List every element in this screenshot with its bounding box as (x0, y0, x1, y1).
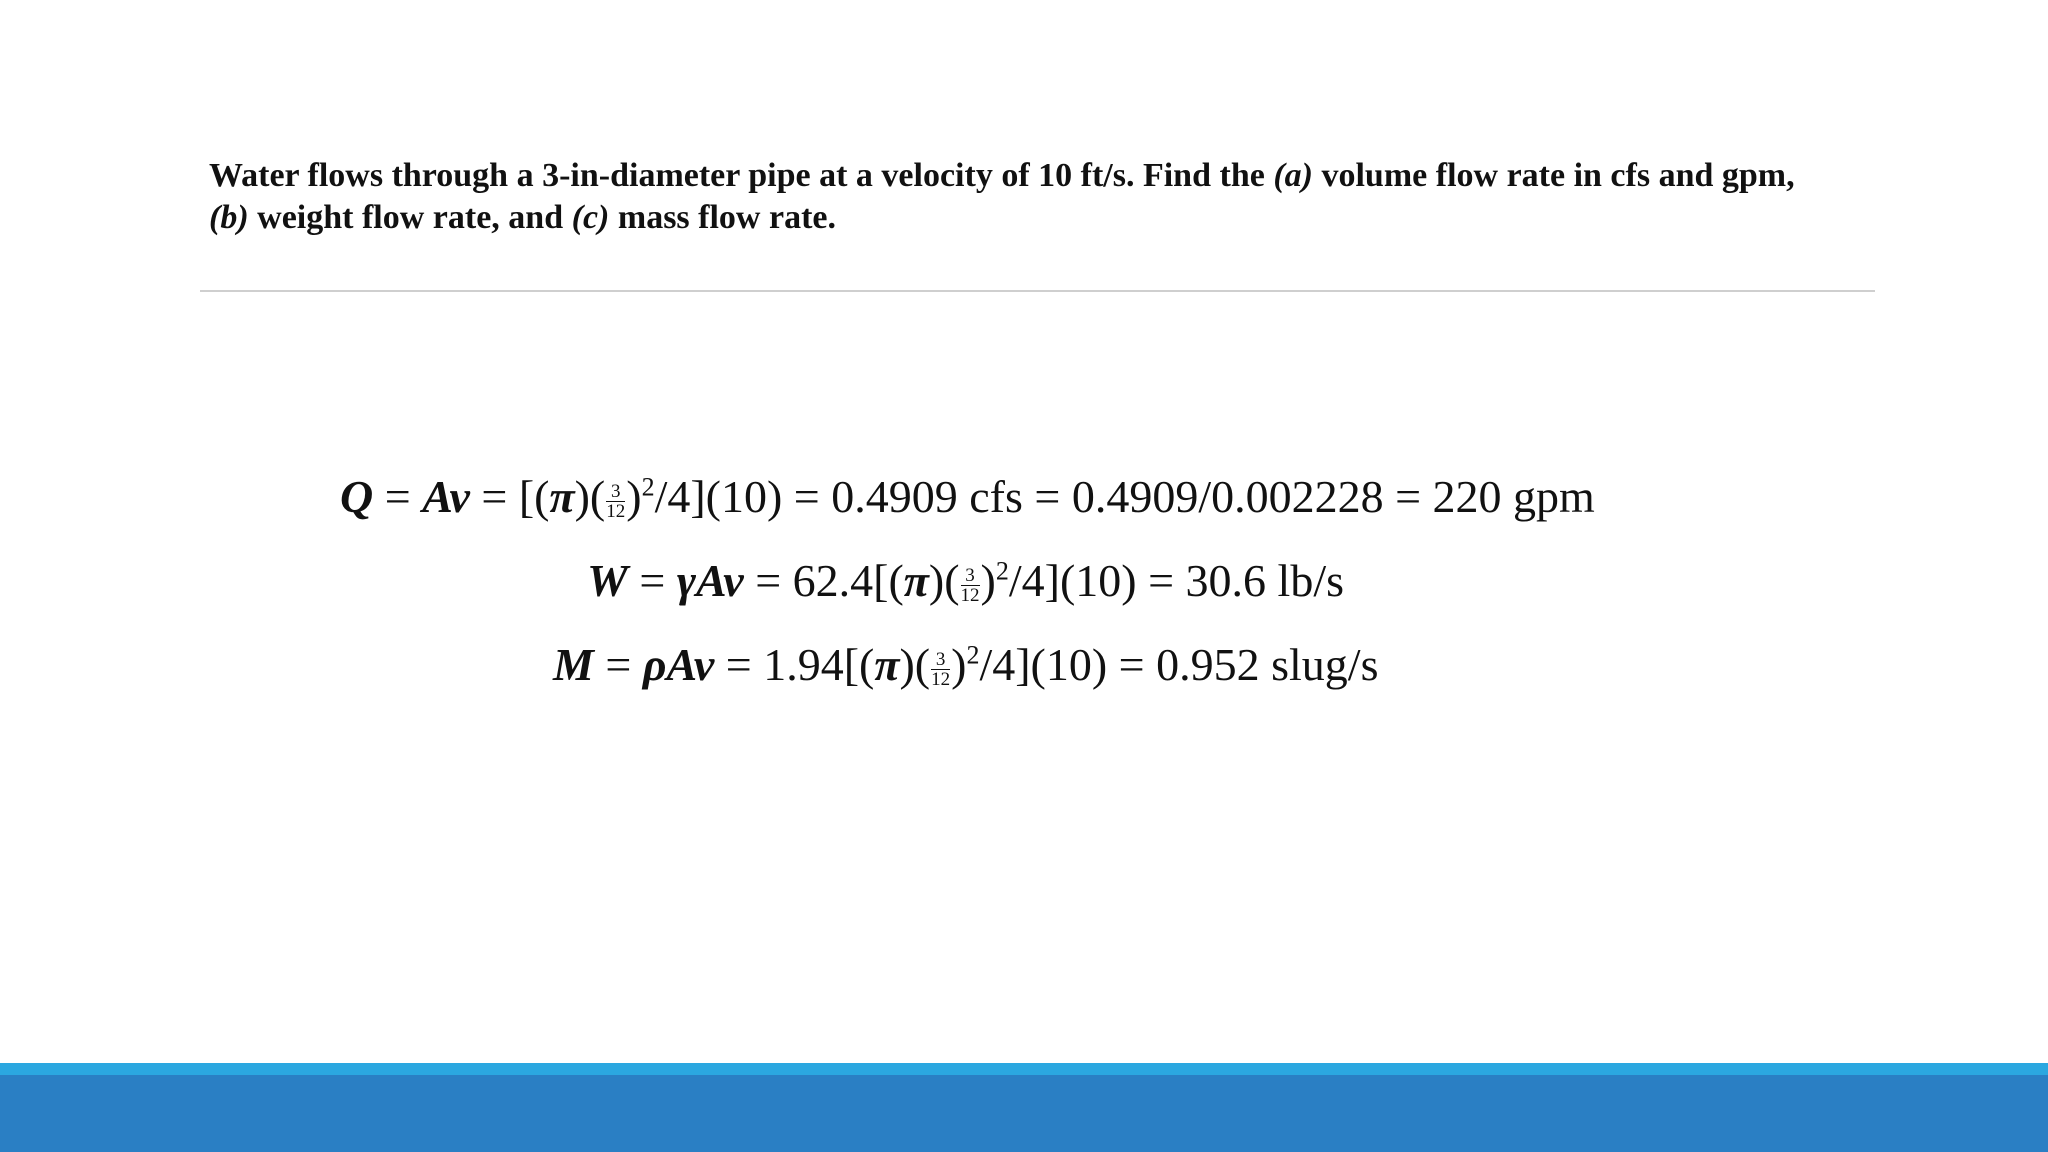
equation-mass-flow (553, 623, 1378, 707)
pi-symbol: π (549, 471, 575, 522)
eq-text: = 1.94[( (714, 639, 875, 690)
eq-text: )( (928, 555, 960, 606)
part-b-label: (b) (209, 199, 249, 236)
eq-result: /4](10) = 0.4909 cfs = 0.4909/0.002228 = 220 gpm (654, 471, 1595, 522)
eq-result: /4](10) = 30.6 lb/s (1008, 555, 1345, 606)
exponent: 2 (641, 472, 655, 502)
problem-line-2 (209, 197, 1869, 239)
problem-line-1 (209, 155, 1869, 197)
var-av: Av (422, 471, 470, 522)
section-divider (200, 290, 1875, 292)
problem-text: Water flows through a 3-in-diameter pipe at a velocity of 10 ft/s. Find the (209, 157, 1274, 194)
part-a-label: (a) (1273, 157, 1313, 194)
part-c-label: (c) (571, 199, 610, 236)
fraction (931, 650, 950, 689)
exponent: 2 (966, 640, 980, 670)
eq-sign: = (627, 555, 677, 606)
eq-sign: = (593, 639, 643, 690)
fraction (606, 482, 625, 521)
fraction-denominator: 12 (960, 584, 980, 606)
footer-bar (0, 1075, 2048, 1152)
equation-weight-flow (587, 539, 1344, 623)
exponent: 2 (995, 556, 1009, 586)
var-w: W (587, 555, 628, 606)
fraction-numerator: 3 (931, 650, 950, 670)
problem-text: volume flow rate in cfs and gpm, (1312, 157, 1795, 194)
eq-text: ) (626, 471, 642, 522)
equation-volume-flow (340, 455, 1595, 539)
fraction (961, 566, 980, 605)
eq-text: = [( (469, 471, 550, 522)
eq-text: )( (899, 639, 931, 690)
eq-text: ) (980, 555, 996, 606)
fraction-numerator: 3 (961, 566, 980, 586)
var-q: Q (340, 471, 374, 522)
var-m: M (553, 639, 594, 690)
problem-text: weight flow rate, and (248, 199, 572, 236)
pi-symbol: π (903, 555, 929, 606)
eq-result: /4](10) = 0.952 slug/s (979, 639, 1379, 690)
pi-symbol: π (874, 639, 900, 690)
problem-text: mass flow rate. (609, 199, 836, 236)
eq-text: ) (951, 639, 967, 690)
eq-text: = 62.4[( (743, 555, 904, 606)
fraction-denominator: 12 (606, 500, 626, 522)
fraction-numerator: 3 (606, 482, 625, 502)
var-rho-av: ρAv (642, 639, 715, 690)
eq-sign: = (373, 471, 423, 522)
eq-text: )( (574, 471, 606, 522)
var-gamma-av: γAv (676, 555, 744, 606)
problem-statement (209, 155, 1869, 239)
footer-accent-strip (0, 1063, 2048, 1075)
fraction-denominator: 12 (931, 668, 951, 690)
